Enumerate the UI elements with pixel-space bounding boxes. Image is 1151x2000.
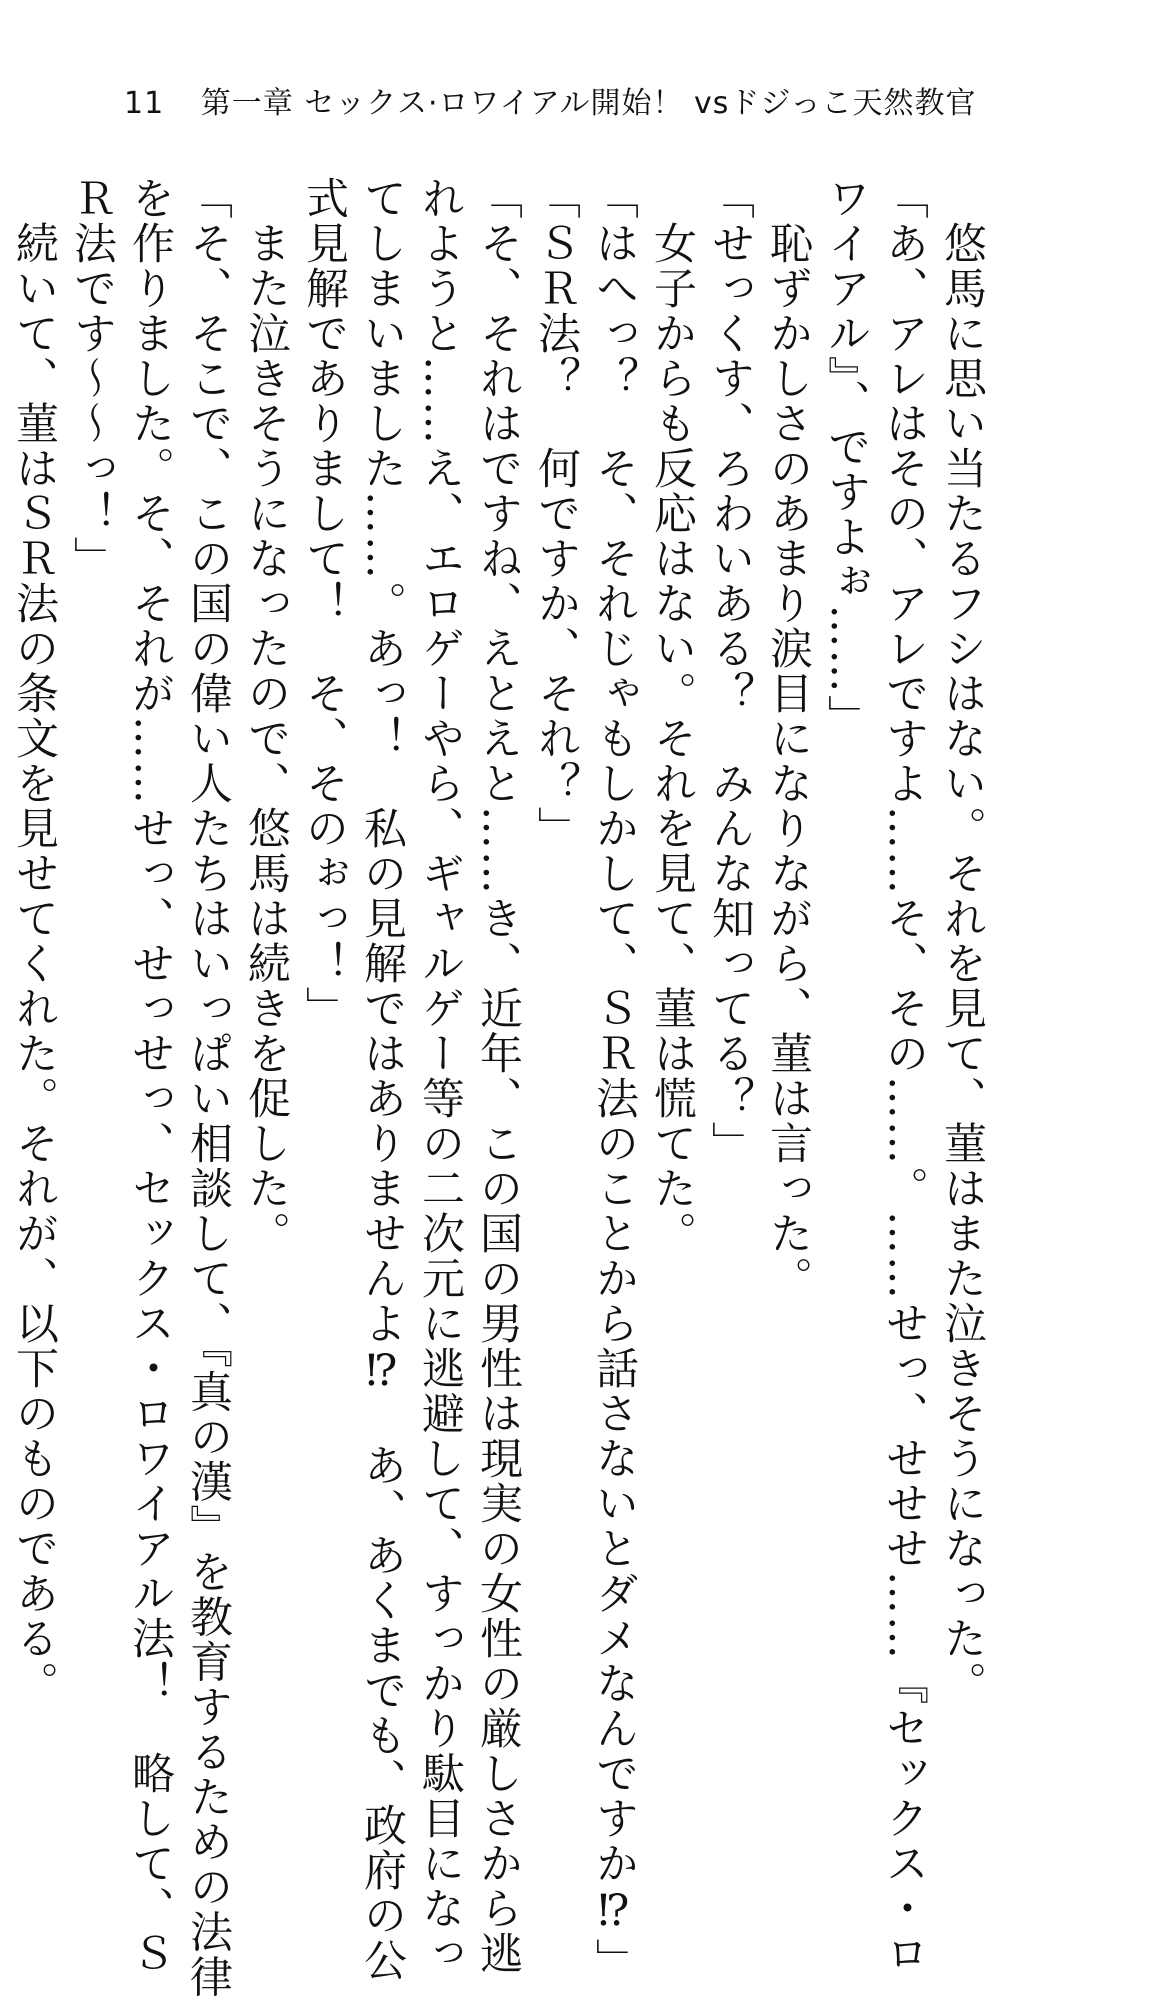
text-line: 「そ、そこで、この国の偉い人たちはいっぱい相談して、『真の漢』を教育するための法律 (183, 176, 233, 2000)
text-line: Ｒ法です～～っ！」 (67, 176, 117, 581)
page-number: 11 (124, 86, 165, 121)
text-line: 「あ、アレはその、アレですよ……そ、その……。……せっ、せせせ……『セックス・ロ (879, 176, 929, 1976)
text-line: 「そ、それはですね、えとえと……き、近年、この国の男性は現実の女性の厳しさから逃 (473, 176, 523, 1976)
text-line: 式見解でありまして！ そ、そのぉっ！」 (299, 176, 349, 1031)
text-line: を作りました。そ、それが……せっ、せっせっ、セックス・ロワイアル法！ 略して、Ｓ (125, 176, 175, 1976)
running-header (124, 84, 977, 124)
text-line: れようと……え、エロゲーやら、ギャルゲー等の二次元に逃避して、すっかり駄目になっ (415, 176, 465, 1976)
text-line: 「ＳＲ法？ 何ですか、それ？」 (531, 176, 581, 851)
text-line: 女子からも反応はない。それを見て、菫は慌てた。 (647, 176, 697, 1256)
text-line: 「せっくす、ろわいある？ みんな知ってる？」 (705, 176, 755, 1166)
text-line: ワイアル』、ですよぉ……」 (821, 176, 871, 740)
text-line: てしまいました……。あっ！ 私の見解ではありませんよ⁉ あ、あくまでも、政府の公 (357, 176, 407, 1983)
chapter-title: 第一章 セックス·ロワイアル開始！ vsドジっこ天然教官 (200, 86, 977, 121)
text-line: 恥ずかしさのあまり涙目になりながら、菫は言った。 (763, 176, 813, 1301)
text-line: 「はへっ？ そ、それじゃもしかして、ＳＲ法のことから話さないとダメなんですか⁉」 (589, 176, 639, 1983)
text-line: 悠馬に思い当たるフシはない。それを見て、菫はまた泣きそうになった。 (937, 176, 987, 1706)
text-line: また泣きそうになったので、悠馬は続きを促した。 (241, 176, 291, 1256)
body-text (9, 176, 991, 2000)
text-line: 続いて、菫はＳＲ法の条文を見せてくれた。それが、以下のものである。 (9, 176, 59, 1706)
